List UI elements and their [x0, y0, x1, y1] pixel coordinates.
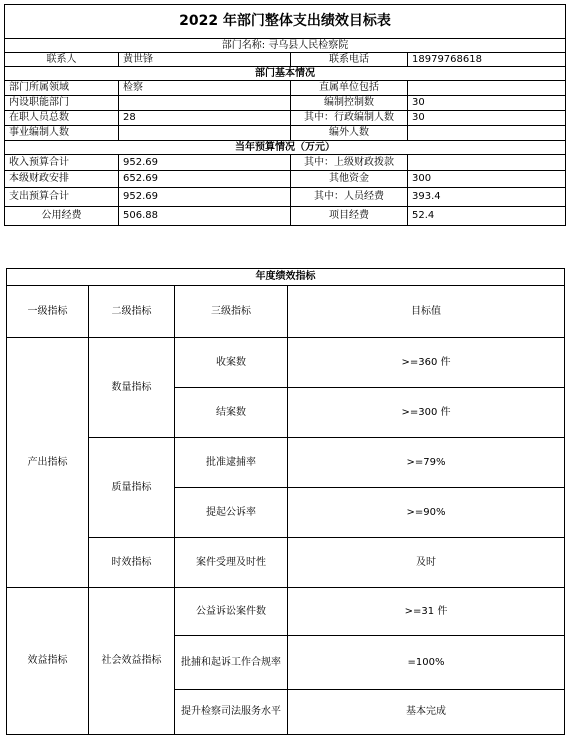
staff-quota-value: 30	[408, 96, 566, 111]
expense-value: 952.69	[119, 188, 291, 207]
staff-total-label: 在职人员总数	[5, 111, 119, 126]
superior-value	[408, 155, 566, 171]
output-indicator: 产出指标	[7, 338, 89, 588]
quantity-indicator: 数量指标	[89, 338, 175, 438]
public-label: 公用经费	[5, 207, 119, 226]
case-timely-target: 及时	[288, 538, 565, 588]
service-improvement-target: 基本完成	[288, 690, 565, 735]
project-label: 项目经费	[291, 207, 408, 226]
field-value: 检察	[119, 81, 291, 96]
public-value: 506.88	[119, 207, 291, 226]
income-label: 收入预算合计	[5, 155, 119, 171]
superior-label: 其中：上级财政拨款	[291, 155, 408, 171]
career-quota-value	[119, 126, 291, 141]
cases-closed: 结案数	[175, 388, 288, 438]
benefit-indicator: 效益指标	[7, 588, 89, 735]
perf-title: 年度绩效指标	[7, 269, 565, 286]
personnel-label: 其中：人员经费	[291, 188, 408, 207]
quality-indicator: 质量指标	[89, 438, 175, 538]
staff-quota-label: 编制控制数	[291, 96, 408, 111]
social-benefit-indicator: 社会效益指标	[89, 588, 175, 735]
direct-units-value	[408, 81, 566, 96]
contact-label: 联系人	[5, 53, 119, 67]
project-value: 52.4	[408, 207, 566, 226]
expense-label: 支出预算合计	[5, 188, 119, 207]
service-improvement: 提升检察司法服务水平	[175, 690, 288, 735]
income-value: 952.69	[119, 155, 291, 171]
other-value: 300	[408, 171, 566, 188]
arrest-rate: 批准逮捕率	[175, 438, 288, 488]
public-interest-target: >=31 件	[288, 588, 565, 636]
internal-dept-value	[119, 96, 291, 111]
career-quota-label: 事业编制人数	[5, 126, 119, 141]
cases-received-target: >=360 件	[288, 338, 565, 388]
department-info-table	[4, 4, 566, 226]
header-level2: 二级指标	[89, 286, 175, 338]
performance-table	[6, 268, 565, 735]
table-title: 2022 年部门整体支出绩效目标表	[5, 5, 566, 39]
admin-quota-value: 30	[408, 111, 566, 126]
outside-quota-label: 编外人数	[291, 126, 408, 141]
header-level3: 三级指标	[175, 286, 288, 338]
local-value: 652.69	[119, 171, 291, 188]
arrest-compliance: 批捕和起诉工作合规率	[175, 636, 288, 690]
internal-dept-label: 内设职能部门	[5, 96, 119, 111]
phone-label: 联系电话	[291, 53, 408, 67]
admin-quota-label: 其中：行政编制人数	[291, 111, 408, 126]
other-label: 其他资金	[291, 171, 408, 188]
header-level1: 一级指标	[7, 286, 89, 338]
arrest-compliance-target: =100%	[288, 636, 565, 690]
arrest-rate-target: >=79%	[288, 438, 565, 488]
case-timely: 案件受理及时性	[175, 538, 288, 588]
cases-received: 收案数	[175, 338, 288, 388]
outside-quota-value	[408, 126, 566, 141]
cases-closed-target: >=300 件	[288, 388, 565, 438]
basic-section-header: 部门基本情况	[5, 67, 566, 81]
budget-section-header: 当年预算情况（万元）	[5, 141, 566, 155]
header-target: 目标值	[288, 286, 565, 338]
contact-value: 黄世锋	[119, 53, 291, 67]
dept-name: 部门名称: 寻乌县人民检察院	[5, 39, 566, 53]
prosecution-rate-target: >=90%	[288, 488, 565, 538]
local-label: 本级财政安排	[5, 171, 119, 188]
direct-units-label: 直属单位包括	[291, 81, 408, 96]
prosecution-rate: 提起公诉率	[175, 488, 288, 538]
timeliness-indicator: 时效指标	[89, 538, 175, 588]
personnel-value: 393.4	[408, 188, 566, 207]
staff-total-value: 28	[119, 111, 291, 126]
phone-value: 18979768618	[408, 53, 566, 67]
public-interest-cases: 公益诉讼案件数	[175, 588, 288, 636]
field-label: 部门所属领域	[5, 81, 119, 96]
